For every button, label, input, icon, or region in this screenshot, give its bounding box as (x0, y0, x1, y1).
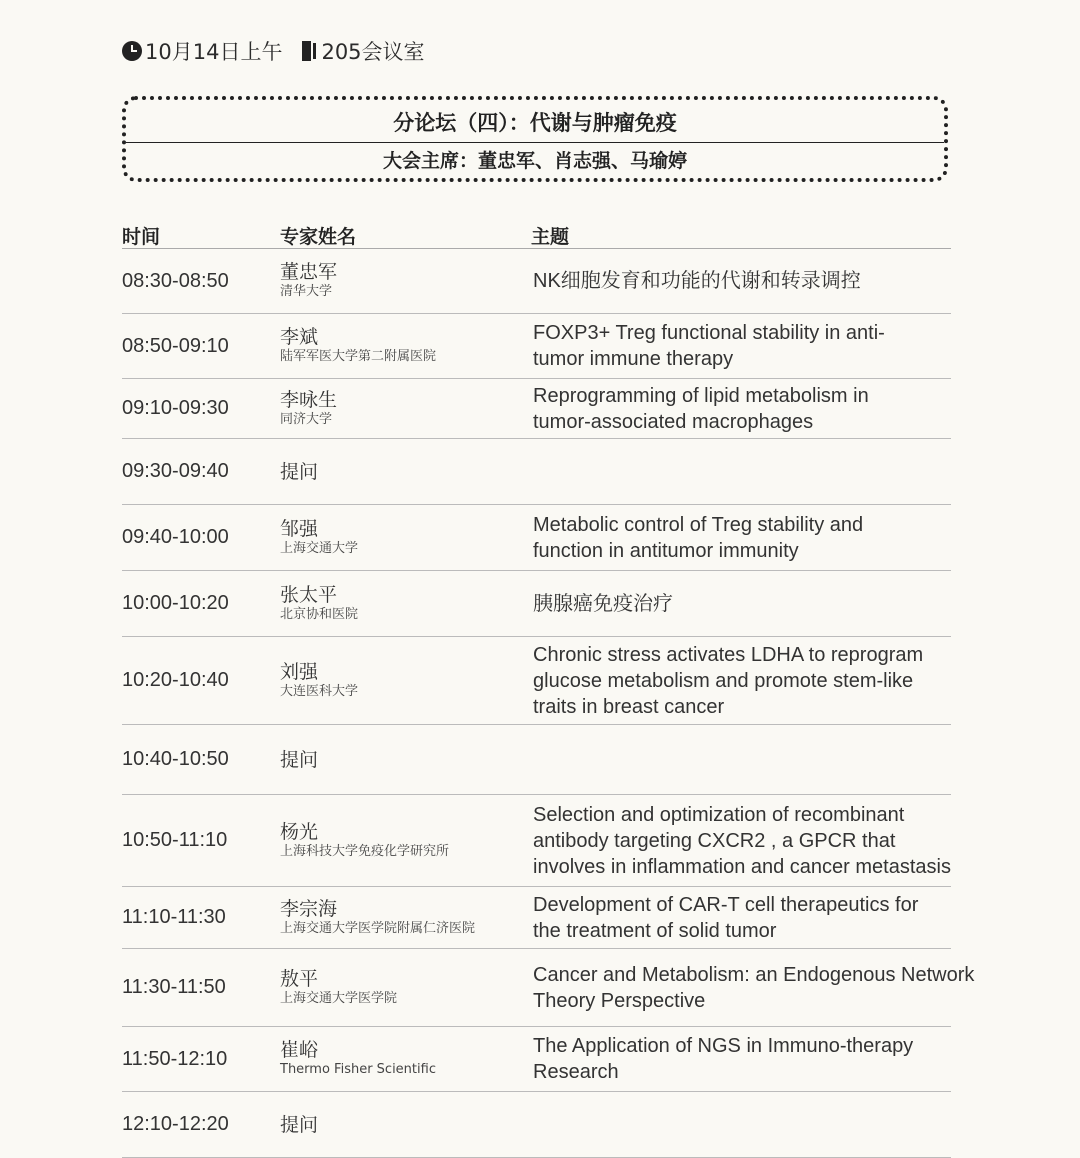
table-row (122, 887, 951, 949)
row-time: 10:40-10:50 (122, 748, 229, 770)
speaker-affiliation: 上海交通大学 (280, 540, 359, 556)
row-speaker (280, 249, 337, 313)
speaker-name: 李咏生 (280, 388, 338, 411)
row-speaker (280, 795, 449, 886)
schedule-table (122, 249, 975, 1158)
row-time: 09:40-10:00 (122, 526, 229, 548)
table-row (122, 505, 951, 571)
row-time: 09:10-09:30 (122, 397, 229, 419)
row-time: 12:10-12:20 (122, 1113, 229, 1135)
speaker-affiliation: 北京协和医院 (280, 606, 359, 622)
row-topic: NK细胞发育和功能的代谢和转录调控 (533, 270, 861, 292)
speaker-name: 张太平 (280, 583, 338, 606)
speaker-name: 董忠军 (280, 261, 338, 283)
door-icon (302, 41, 316, 61)
row-speaker (280, 571, 358, 636)
row-topic: Reprogramming of lipid metabolism in tumor-associated macrophages (533, 384, 869, 433)
row-speaker (280, 1027, 436, 1091)
speaker-affiliation: 陆军军医大学第二附属医院 (280, 349, 437, 364)
speaker-name: 李斌 (280, 326, 319, 348)
row-topic: 胰腺癌免疫治疗 (533, 592, 673, 615)
speaker-affiliation: Thermo Fisher Scientific (280, 1062, 436, 1077)
speaker-name: 刘强 (280, 660, 319, 683)
row-time: 10:00-10:20 (122, 592, 229, 614)
banner-divider (126, 142, 944, 143)
row-time: 10:50-11:10 (122, 829, 228, 851)
row-topic: Chronic stress activates LDHA to reprogram glucose metabolism and promote stem-like traits in breast cancer (533, 643, 924, 718)
row-speaker (280, 725, 318, 794)
session-meta (122, 34, 425, 68)
speaker-affiliation: 同济大学 (280, 411, 333, 427)
header-speaker: 专家姓名 (280, 226, 357, 248)
row-speaker (280, 887, 475, 948)
row-topic: Selection and optimization of recombinant antibody targeting CXCR2 , a GPCR that involves in inflammation and cancer metastasis (533, 803, 951, 878)
row-topic: FOXP3+ Treg functional stability in anti- tumor immune therapy (533, 322, 885, 370)
speaker-name: 敖平 (280, 967, 319, 990)
table-row (122, 637, 951, 725)
speaker-affiliation: 清华大学 (280, 284, 333, 299)
row-time: 09:30-09:40 (122, 460, 229, 482)
speaker-name: 杨光 (280, 820, 319, 843)
speaker-name: 崔峪 (280, 1039, 319, 1061)
row-topic: Metabolic control of Treg stability and function in antitumor immunity (533, 513, 864, 562)
table-row (122, 314, 951, 379)
forum-title: 分论坛（四）：代谢与肿瘤免疫 (393, 111, 677, 135)
row-speaker (280, 439, 318, 504)
row-topic: Cancer and Metabolism: an Endogenous Network Theory Perspective (533, 963, 975, 1012)
row-speaker (280, 1092, 318, 1157)
table-row (122, 795, 951, 887)
row-speaker (280, 637, 358, 724)
table-row (122, 439, 951, 505)
speaker-affiliation: 上海科技大学免疫化学研究所 (280, 843, 450, 859)
table-row (122, 725, 951, 795)
row-speaker (280, 314, 436, 378)
speaker-name: 邹强 (280, 517, 319, 540)
row-time: 10:20-10:40 (122, 669, 229, 691)
clock-icon (122, 41, 142, 61)
forum-chairs: 大会主席：董忠军、肖志强、马瑜婷 (382, 150, 687, 172)
table-header (122, 222, 951, 249)
header-topic: 主题 (531, 226, 570, 248)
row-time: 11:30-11:50 (122, 976, 226, 998)
speaker-name: 李宗海 (280, 897, 338, 920)
row-speaker (280, 949, 397, 1026)
speaker-affiliation: 上海交通大学医学院附属仁济医院 (280, 920, 476, 936)
header-time: 时间 (122, 226, 161, 248)
row-time: 08:50-09:10 (122, 334, 229, 357)
table-row (122, 571, 951, 637)
speaker-name: 提问 (280, 1113, 319, 1136)
table-row (122, 1092, 951, 1158)
speaker-name: 提问 (280, 748, 319, 771)
speaker-name: 提问 (280, 460, 319, 483)
session-room: 205会议室 (321, 40, 425, 64)
speaker-affiliation: 上海交通大学医学院 (280, 990, 398, 1006)
row-speaker (280, 379, 337, 438)
row-time: 11:50-12:10 (122, 1047, 228, 1070)
table-row (122, 379, 951, 439)
table-row (122, 1027, 951, 1092)
table-row (122, 249, 951, 314)
table-row (122, 949, 975, 1027)
row-time: 08:30-08:50 (122, 269, 229, 292)
row-topic: Development of CAR-T cell therapeutics for the treatment of solid tumor (533, 893, 919, 942)
session-date: 10月14日上午 (145, 40, 283, 64)
speaker-affiliation: 大连医科大学 (280, 683, 359, 699)
forum-banner (122, 96, 948, 182)
row-topic: The Application of NGS in Immuno-therapy Research (533, 1035, 914, 1083)
row-speaker (280, 505, 358, 570)
row-time: 11:10-11:30 (122, 906, 226, 928)
